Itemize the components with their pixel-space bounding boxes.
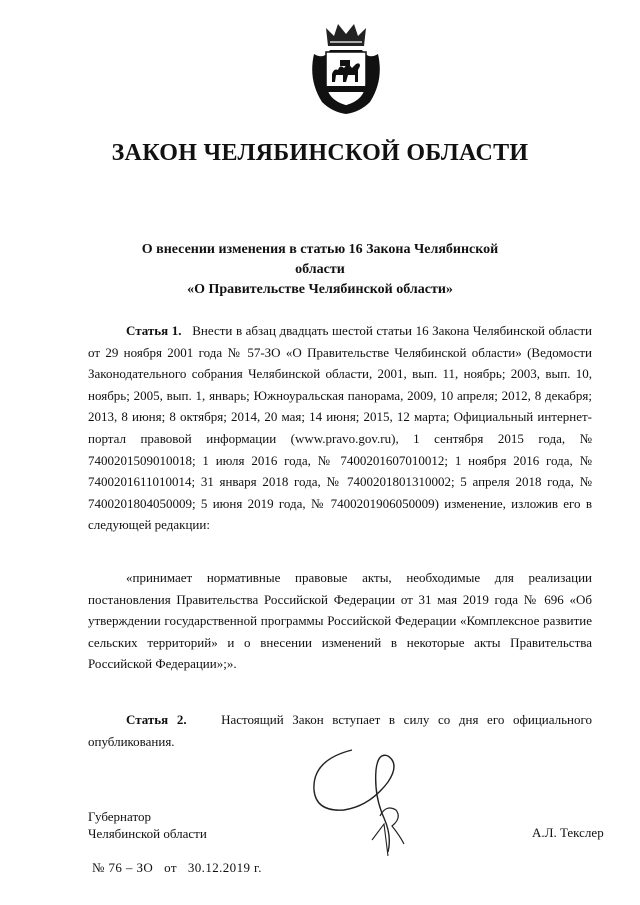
from-word: от	[164, 860, 177, 875]
article-1-quote: «принимает нормативные правовые акты, необходимые для реализации постановления Правительства Российской Федерации от 31 мая 2019 года № 696 «Об утверждении государственной программы Российской Федерации «Комплексное развитие сельских территорий» и о внесении изменений в некоторые акты Правительства Российской Федерации»;».	[88, 570, 592, 672]
article-1-heading: Статья 1.	[126, 323, 182, 338]
signatory-position-line-2: Челябинской области	[88, 826, 207, 841]
law-number: № 76 – ЗО	[92, 860, 154, 875]
article-2-text: Настоящий Закон вступает в силу со дня его официального опубликования.	[88, 712, 593, 749]
article-1-text: Внести в абзац двадцать шестой статьи 16 Закона Челябинской области от 29 ноября 2001 года № 57-ЗО «О Правительстве Челябинской области» (Ведомости Законодательного собрания Челябинской области, 2001, вып. 11, ноябрь; 2003, вып. 10, ноябрь; 2005, вып. 1, январь; Южноуральская панорама, 2009, 10 апреля; 2012, 8 декабря; 2013, 8 июня; 8 октября; 2014, 20 мая; 14 июня; 2015, 12 марта; Официальный интернет-портал правовой информации (www.pravo.gov.ru), 1 сентября 2015 года, № 7400201509010018; 1 июля 2016 года, № 7400201607010012; 1 ноября 2016 года, № 7400201611010014; 31 января 2018 года, № 7400201801310002; 5 апреля 2018 года, № 7400201804050009; 5 июня 2019 года, № 7400201906050009) изменение, изложив его в следующей редакции:	[88, 323, 593, 533]
registration-number	[92, 860, 262, 876]
article-1	[88, 320, 592, 536]
signatory-name: А.Л. Текслер	[532, 825, 604, 840]
coat-of-arms-icon	[308, 20, 384, 116]
subject-line-1: О внесении изменения в статью 16 Закона Челябинской области	[141, 242, 499, 277]
subject-line-2: «О Правительстве Челябинской области»	[187, 282, 453, 297]
law-date: 30.12.2019 г.	[187, 860, 262, 875]
handwritten-signature-icon	[292, 740, 442, 860]
document-title: ЗАКОН ЧЕЛЯБИНСКОЙ ОБЛАСТИ	[111, 140, 529, 166]
signatory-position	[88, 808, 207, 842]
article-2-heading: Статья 2.	[126, 712, 187, 727]
signatory-position-line-1: Губернатор	[88, 809, 151, 824]
law-subject	[120, 240, 520, 300]
